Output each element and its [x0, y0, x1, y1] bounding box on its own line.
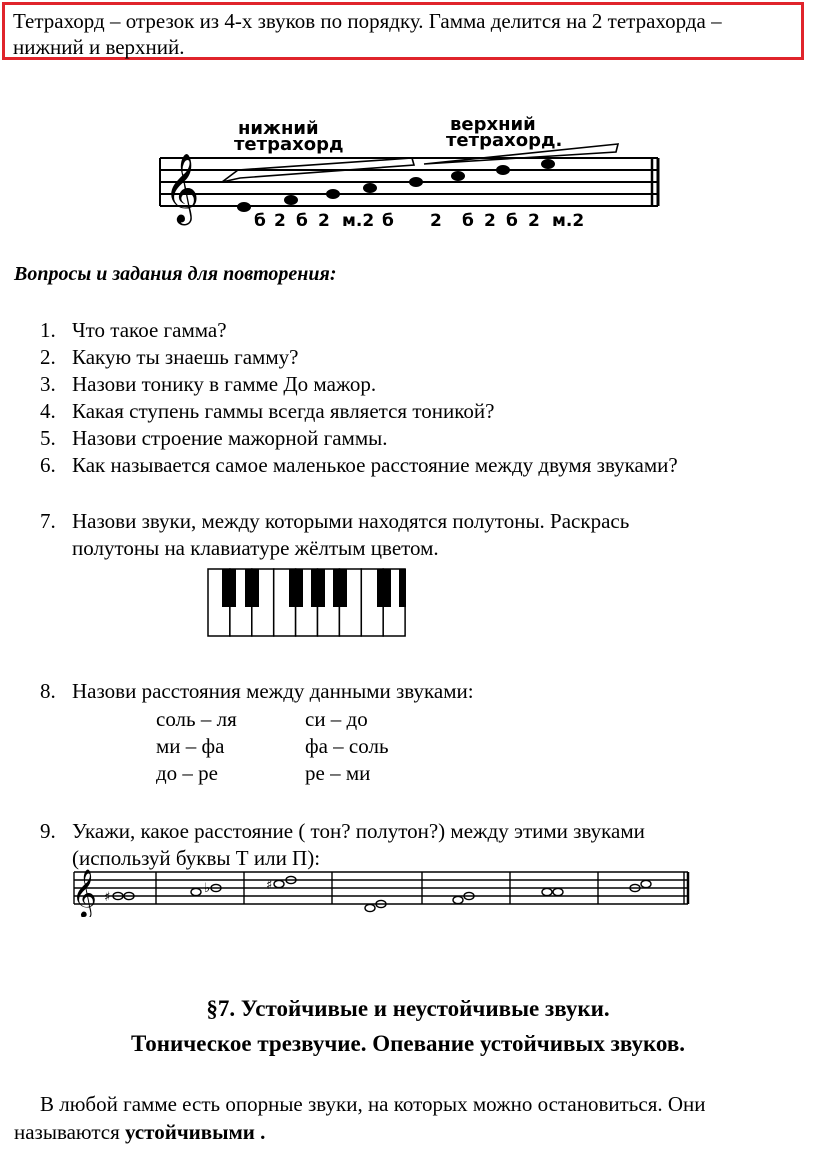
black-key — [333, 569, 347, 607]
interval-label: 2 — [318, 211, 330, 231]
question-number: 2. — [40, 345, 56, 369]
interval-label: б — [506, 211, 518, 231]
interval-pair: си – до — [305, 707, 368, 731]
section-title-line-1: §7. Устойчивые и неустойчивые звуки. — [206, 996, 610, 1021]
note — [363, 183, 377, 193]
note — [451, 171, 465, 181]
question-number: 4. — [40, 399, 56, 423]
interval-pair: ми – фа — [156, 734, 225, 758]
upper-label-1: верхний — [450, 114, 536, 135]
tetrachord-figure — [150, 112, 670, 237]
note — [496, 165, 510, 175]
accidentals — [104, 878, 272, 905]
interval-label: м.2 — [342, 211, 375, 231]
note — [365, 904, 375, 911]
question-number: 7. — [40, 509, 56, 533]
interval-label: 2 — [484, 211, 496, 231]
flat-icon: ♭ — [204, 881, 211, 896]
note — [409, 177, 423, 187]
interval-staff — [66, 862, 696, 917]
sharp-icon: ♯ — [266, 878, 273, 893]
note — [237, 202, 251, 212]
staff-lines — [74, 872, 688, 904]
question-number: 8. — [40, 679, 56, 703]
black-key — [222, 569, 236, 607]
note — [641, 880, 651, 887]
questions-heading: Вопросы и задания для повторения: — [14, 263, 337, 285]
paragraph-line-1: В любой гамме есть опорные звуки, на которых можно остановиться. Они — [40, 1092, 706, 1116]
question-text: Назови звуки, между которыми находятся полутоны. Раскрась — [72, 509, 630, 533]
interval-notes — [113, 876, 651, 911]
question-number: 9. — [40, 819, 56, 843]
question-text: Какую ты знаешь гамму? — [72, 345, 299, 369]
question-number: 1. — [40, 318, 56, 342]
question-6 — [40, 452, 678, 479]
definition-text: Тетрахорд – отрезок из 4-х звуков по порядку. Гамма делится на 2 тетрахорда – нижний и верхний. — [13, 9, 722, 59]
note — [191, 888, 201, 895]
question-5 — [40, 425, 388, 452]
question-text: Назови тонику в гамме До мажор. — [72, 372, 377, 396]
interval-label: 2 — [274, 211, 286, 231]
question-1 — [40, 317, 227, 344]
black-key — [377, 569, 391, 607]
interval-label: б — [462, 211, 474, 231]
question-number: 6. — [40, 453, 56, 477]
interval-label: б — [296, 211, 308, 231]
definition-box — [2, 2, 804, 60]
note — [542, 888, 552, 895]
interval-pair: фа – соль — [305, 734, 389, 758]
question-text-continued: (используй буквы Т или П): — [72, 846, 321, 870]
question-text: Назови строение мажорной гаммы. — [72, 426, 388, 450]
sharp-icon: ♯ — [104, 890, 111, 905]
paragraph-text: называются — [14, 1120, 125, 1144]
question-text: Укажи, какое расстояние ( тон? полутон?) между этими звуками — [72, 819, 645, 843]
question-7 — [40, 508, 629, 562]
paragraph-line-2 — [14, 1118, 804, 1146]
black-keys — [222, 569, 406, 607]
interval-pair: до – ре — [156, 761, 219, 785]
question-number: 3. — [40, 372, 56, 396]
upper-label-2: тетрахорд. — [446, 130, 563, 151]
treble-clef-icon: 𝄞 — [72, 868, 97, 917]
question-text: Какая ступень гаммы всегда является тоникой? — [72, 399, 495, 423]
interval-pair: ре – ми — [305, 761, 371, 785]
question-8 — [40, 678, 474, 705]
lower-label-2: тетрахорд — [234, 134, 344, 155]
question-text: Назови расстояния между данными звуками: — [72, 679, 474, 703]
section-title-line-2: Тоническое трезвучие. Опевание устойчивых звуков. — [130, 1031, 686, 1056]
note — [553, 888, 563, 895]
interval-label: б — [254, 211, 266, 231]
black-key — [289, 569, 303, 607]
question-3 — [40, 371, 376, 398]
interval-labels — [254, 211, 584, 231]
question-number: 5. — [40, 426, 56, 450]
interval-label: 2 — [430, 211, 442, 231]
body-paragraph — [14, 1090, 804, 1146]
interval-label: м.2 — [552, 211, 585, 231]
lower-label-1: нижний — [238, 118, 319, 139]
treble-clef-icon: 𝄞 — [164, 153, 200, 223]
question-4 — [40, 398, 494, 425]
interval-pair: соль – ля — [156, 707, 237, 731]
question-2 — [40, 344, 298, 371]
black-key — [311, 569, 325, 607]
black-key — [399, 569, 406, 607]
question-text-continued: полутоны на клавиатуре жёлтым цветом. — [72, 536, 439, 560]
note — [541, 159, 555, 169]
white-keys — [208, 569, 405, 636]
black-key — [245, 569, 259, 607]
bold-term: устойчивыми . — [125, 1120, 266, 1144]
piano-keyboard — [207, 568, 407, 638]
question-text: Что такое гамма? — [72, 318, 227, 342]
interval-label: 2 — [528, 211, 540, 231]
note — [284, 195, 298, 205]
interval-label: б — [382, 211, 394, 231]
question-text: Как называется самое маленькое расстояние между двумя звуками? — [72, 453, 678, 477]
note — [274, 880, 284, 887]
note — [326, 189, 340, 199]
note — [453, 896, 463, 903]
